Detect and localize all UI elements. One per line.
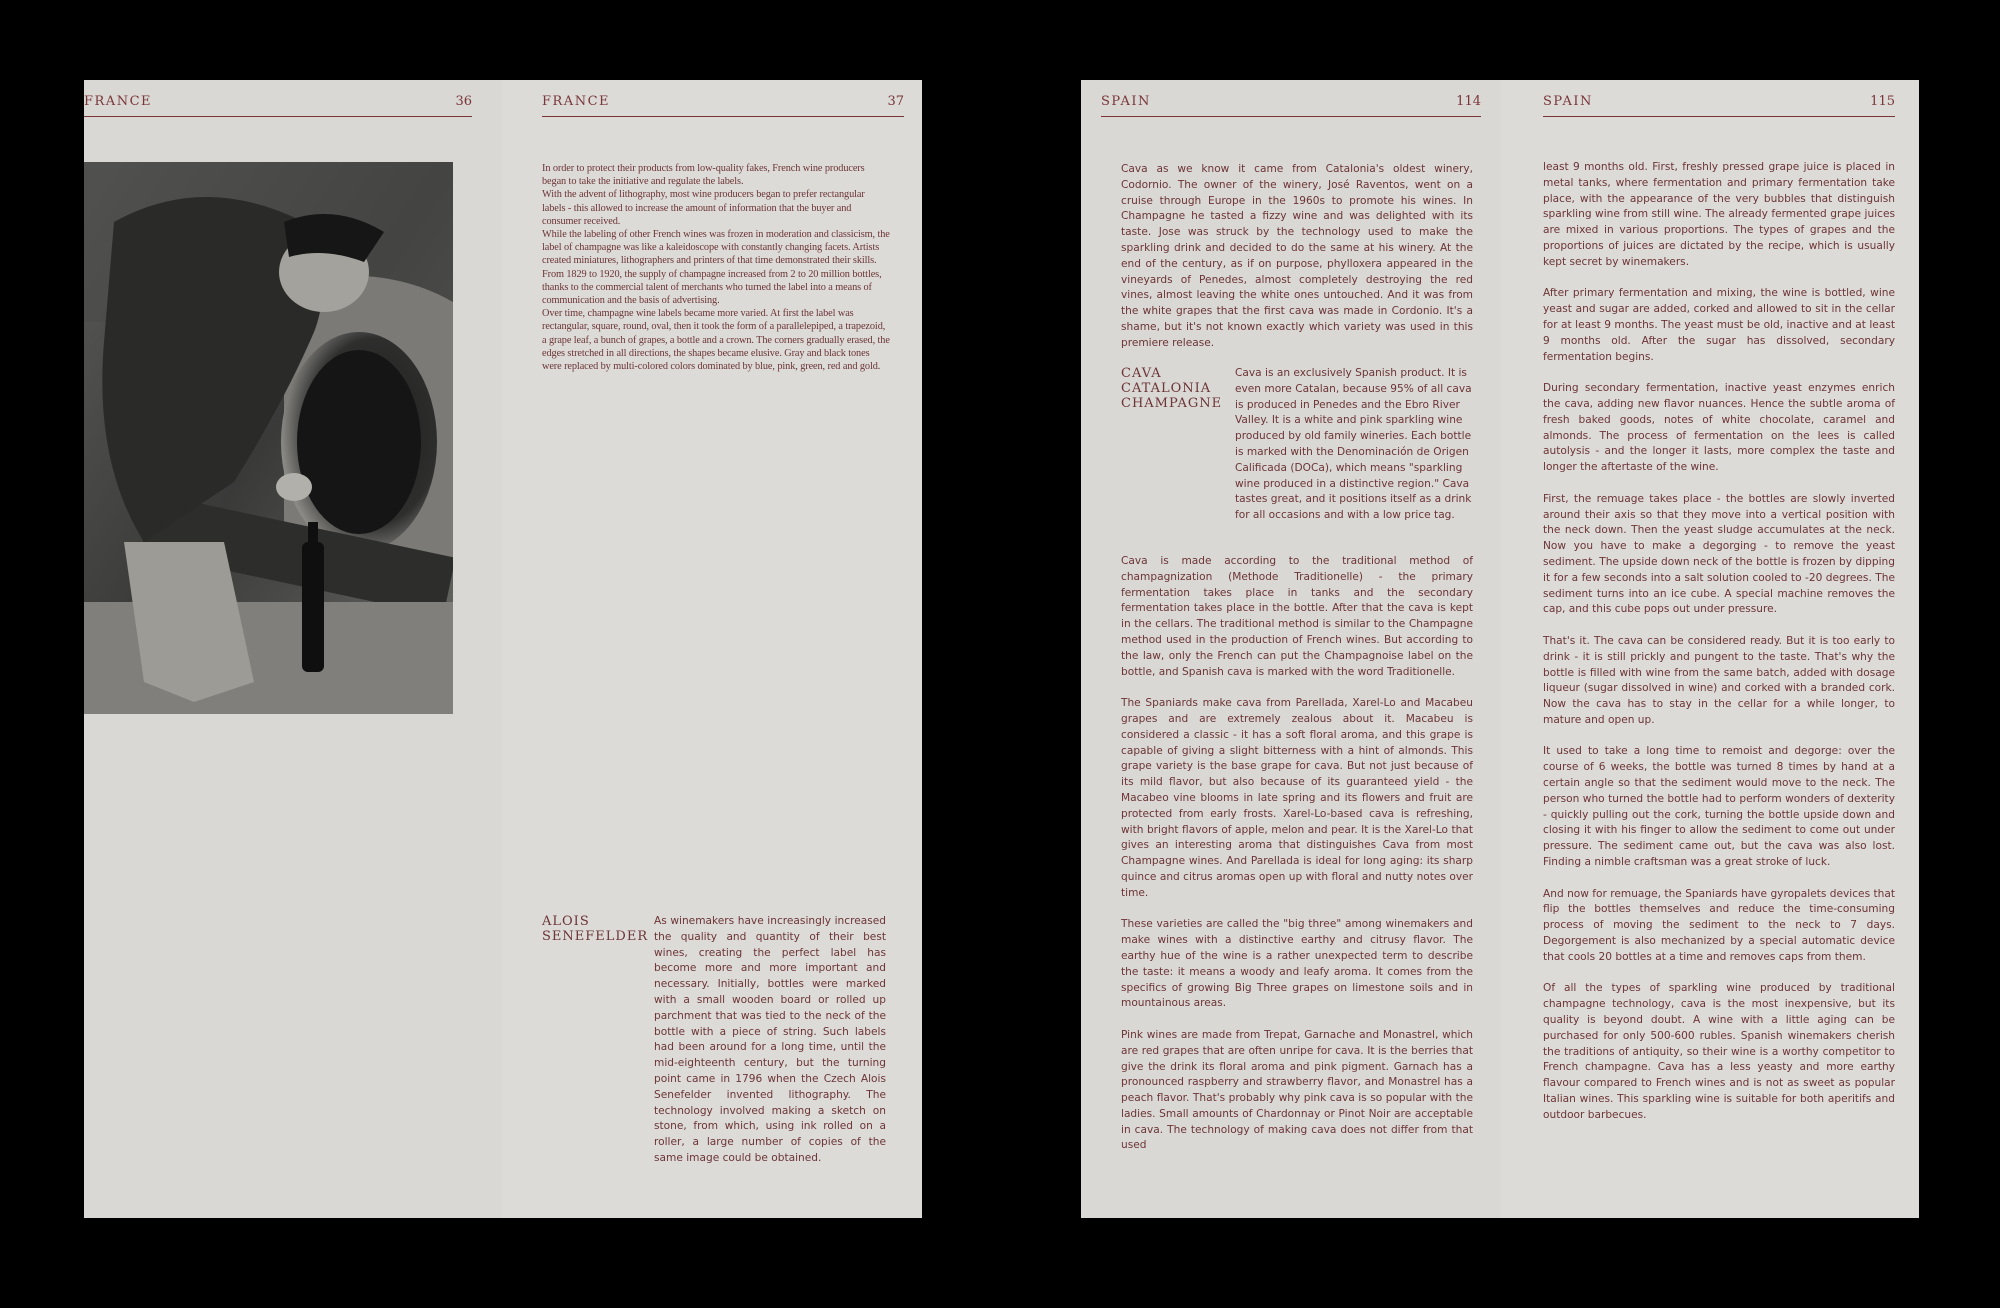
paragraph: least 9 months old. First, freshly pressed grape juice is placed in metal tanks, where fermentation and primary fermentation take place, with the appearance of the very bubbles that distinguish sparkling wine from still wine. The already fermented grape juices are mixed in various proportions. The types of grapes and the proportions of juices are dictated by the recipe, which is usually kept secret by winemakers. (1543, 161, 1895, 268)
page-number: 37 (887, 94, 904, 109)
winemaker-photo (84, 162, 453, 714)
section-name: SPAIN (1543, 94, 1593, 109)
paragraph: It used to take a long time to remoist and degorge: over the course of 6 weeks, the bottle was turned 8 times by hand at a certain angle so that the sediment would move to the neck. The person who turned the bottle had to perform wonders of dexterity - quickly pulling out the cork, turning the bottle upside down and closing it with his finger to allow the sediment to come out under pressure. The sediment came out, but the cava was also lost. Finding a nimble craftsman was a great stroke of luck. (1543, 745, 1895, 869)
running-header (542, 94, 904, 117)
page-115 (1501, 80, 1919, 1218)
aside-text: Cava is an exclusively Spanish product. It is even more Catalan, because 95% of all cava is produced in Penedes and the Ebro River Valley. It is a white and pink sparkling wine produced by old family wineries. Each bottle is marked with the Denominación de Origen Calificada (DOCa), which means "sparkling wine produced in a distinctive region." Cava tastes great, and it positions itself as a drink for all occasions and with a low price tag. (1235, 367, 1472, 522)
paragraph: That's it. The cava can be considered ready. But it is too early to drink - it is still prickly and pungent to the taste. That's why the bottle is filled with wine from the same batch, added with dosage liqueur (sugar dissolved in wine) and corked with a branded cork. Now the cava has to stay in the cellar for a while longer, to mature and open up. (1543, 634, 1895, 726)
paragraph: Cava is made according to the traditional method of champagnization (Methode Traditionelle) - the primary fermentation takes place in tanks and the secondary fermentation takes place in the bottle. After that the cava is kept in the cellars. The traditional method is similar to the Champagne method used in the production of French wines. But according to the law, only the French can put the Champagnoise label on the bottle, and Spanish cava is marked with the word Traditionelle. (1121, 555, 1473, 678)
paragraph: The Spaniards make cava from Parellada, Xarel-Lo and Macabeu grapes and are extremely zealous about it. Macabeu is considered a classic - it has a soft floral aroma, and this grape is capable of giving a slight bitterness with a hint of almonds. This grape variety is the base grape for cava. But not just because of its mild flavor, but also because of its guaranteed yield - the Macabeo vine blooms in late spring and its flowers and fruit are protected from early frosts. Xarel-Lo-based cava is refreshing, with bright flavors of apple, melon and pear. It is the Xarel-Lo that gives an interesting aroma that distinguishes Cava from most Champagne wines. And Parellada is ideal for long aging: its sharp quince and citrus aromas open up with floral and nutty notes over time. (1121, 697, 1473, 899)
intro-text (1121, 162, 1473, 367)
page-114 (1081, 80, 1501, 1218)
body-text: In order to protect their products from low-quality fakes, French wine producers began to take the initiative and regulate the labels. With the advent of lithography, most wine producers began to prefer rectangular labels - this allowed to increase the amount of information that the buyer and consumer received. While the labeling of other French wines was frozen in moderation and classicism, the label of champagne was like a kaleidoscope with constantly changing facets. Artists created miniatures, lithographers and printers of that time demonstrated their skills. From 1829 to 1920, the supply of champagne increased from 2 to 20 million bottles, thanks to the commercial talent of merchants who turned the label into a means of communication and the basis of advertising. Over time, champagne wine labels became more varied. At first the label was rectangular, square, round, oval, then it took the form of a parallelepiped, a trapezoid, a grape leaf, a bunch of grapes, a bottle and a crown. The corners gradually erased, the edges stretched in all directions, the shapes became elusive. Gray and black tones were replaced by multi-colored colors dominated by blue, pink, green, red and gold. (542, 163, 890, 373)
section-name: FRANCE (542, 94, 611, 109)
aside-heading: ALOIS SENEFELDER (542, 914, 649, 944)
page-36 (84, 80, 502, 1218)
winemaker-barrel-illustration (84, 162, 453, 714)
running-header (84, 94, 472, 117)
paragraph: And now for remuage, the Spaniards have gyropalets devices that flip the bottles themselves and reduce the time-consuming process of moving the sediment to the neck to 7 days. Degorgement is also mechanized by a special automatic device that cools 20 bottles at a time and removes caps from them. (1543, 887, 1895, 963)
paragraph: During secondary fermentation, inactive yeast enzymes enrich the cava, adding new flavor nuances. Hence the subtle aroma of fresh baked goods, notes of white chocolate, caramel and almonds. The process of fermentation on the lees is called autolysis - and the longer it lasts, more complex the taste and longer the aftertaste of the wine. (1543, 382, 1895, 474)
page-37 (502, 80, 922, 1218)
body-text (1543, 160, 1895, 1139)
running-header (1543, 94, 1895, 117)
aside-heading: CAVA CATALONIA CHAMPAGNE (1121, 366, 1223, 411)
aside-text: As winemakers have increasingly increased the quality and quantity of their best wines, creating the perfect label has become more and more important and necessary. Initially, bottles were marked with a small wooden board or rolled up parchment that was tied to the neck of the bottle with a piece of string. Such labels had been around for a long time, until the mid-eighteenth century, but the turning point came in 1796 when the Czech Alois Senefelder invented lithography. The technology involved making a sketch on stone, from which, using ink rolled on a roller, a large number of copies of the same image could be obtained. (654, 915, 886, 1164)
paragraph: Of all the types of sparkling wine produced by traditional champagne technology, cava is the most inexpensive, but its quality is beyond doubt. A wine with a little aging can be purchased for only 500-600 rubles. Spanish winemakers cherish the traditions of antiquity, so their wine is a worthy competitor to French champagne. Cava has a less yeasty and more earthy flavour compared to French wines and is not as sweet as popular Italian wines. This sparkling wine is suitable for both aperitifs and outdoor barbecues. (1543, 982, 1895, 1121)
section-name: FRANCE (84, 94, 153, 109)
paragraph: First, the remuage takes place - the bottles are slowly inverted around their axis so that they move into a vertical position with the neck down. Then the yeast sludge accumulates at the neck. Now you have to make a degorging - to remove the yeast sediment. The upside down neck of the bottle is frozen by dipping it for a few seconds into a salt solution cooled to -20 degrees. The sediment turns into an ice cube. A special machine removes the cap, and this cube pops out under pressure. (1543, 492, 1895, 616)
running-header (1101, 94, 1481, 117)
page-number: 115 (1870, 94, 1895, 109)
body-text (1121, 554, 1473, 1170)
page-number: 114 (1456, 94, 1481, 109)
section-name: SPAIN (1101, 94, 1151, 109)
page-number: 36 (455, 94, 472, 109)
intro-paragraph: Cava as we know it came from Catalonia's oldest winery, Codornio. The owner of the winery, José Raventos, went on a cruise through Europe in the 1960s to promote his wines. In Champagne he tasted a fizzy wine and was delighted with its taste. Jose was struck by the technology used to make the sparkling drink and decided to do the same at his winery. At the end of the century, as if on purpose, phylloxera appeared in the vineyards of Penedes, almost completely destroying the red vines, almost leaving the white ones untouched. And it was from the white grapes that the first cava was made in Cordonio. It's a shame, but it's not known exactly which variety was used in this premiere release. (1121, 163, 1473, 349)
paragraph: Pink wines are made from Trepat, Garnache and Monastrel, which are red grapes that are often unripe for cava. It is the berries that give the drink its floral aroma and pink pigment. Garnach has a pronounced raspberry and strawberry flavor, and Monastrel has a peach flavor. That's probably why pink cava is so popular with the ladies. Small amounts of Chardonnay or Pinot Noir are acceptable in cava. The technology of making cava does not differ from that used (1121, 1028, 1473, 1152)
paragraph: These varieties are called the "big three" among winemakers and make wines with a distinctive earthy and citrusy flavor. The earthy hue of the wine is a rather unexpected term to describe the taste: it means a woody and leafy aroma. It comes from the specifics of growing Big Three grapes on limestone soils and in mountainous areas. (1121, 918, 1473, 1010)
paragraph: After primary fermentation and mixing, the wine is bottled, wine yeast and sugar are added, corked and allowed to sit in the cellar for at least 9 months. The yeast must be old, inactive and at least 9 months old. After the sugar has dissolved, secondary fermentation begins. (1543, 287, 1895, 363)
